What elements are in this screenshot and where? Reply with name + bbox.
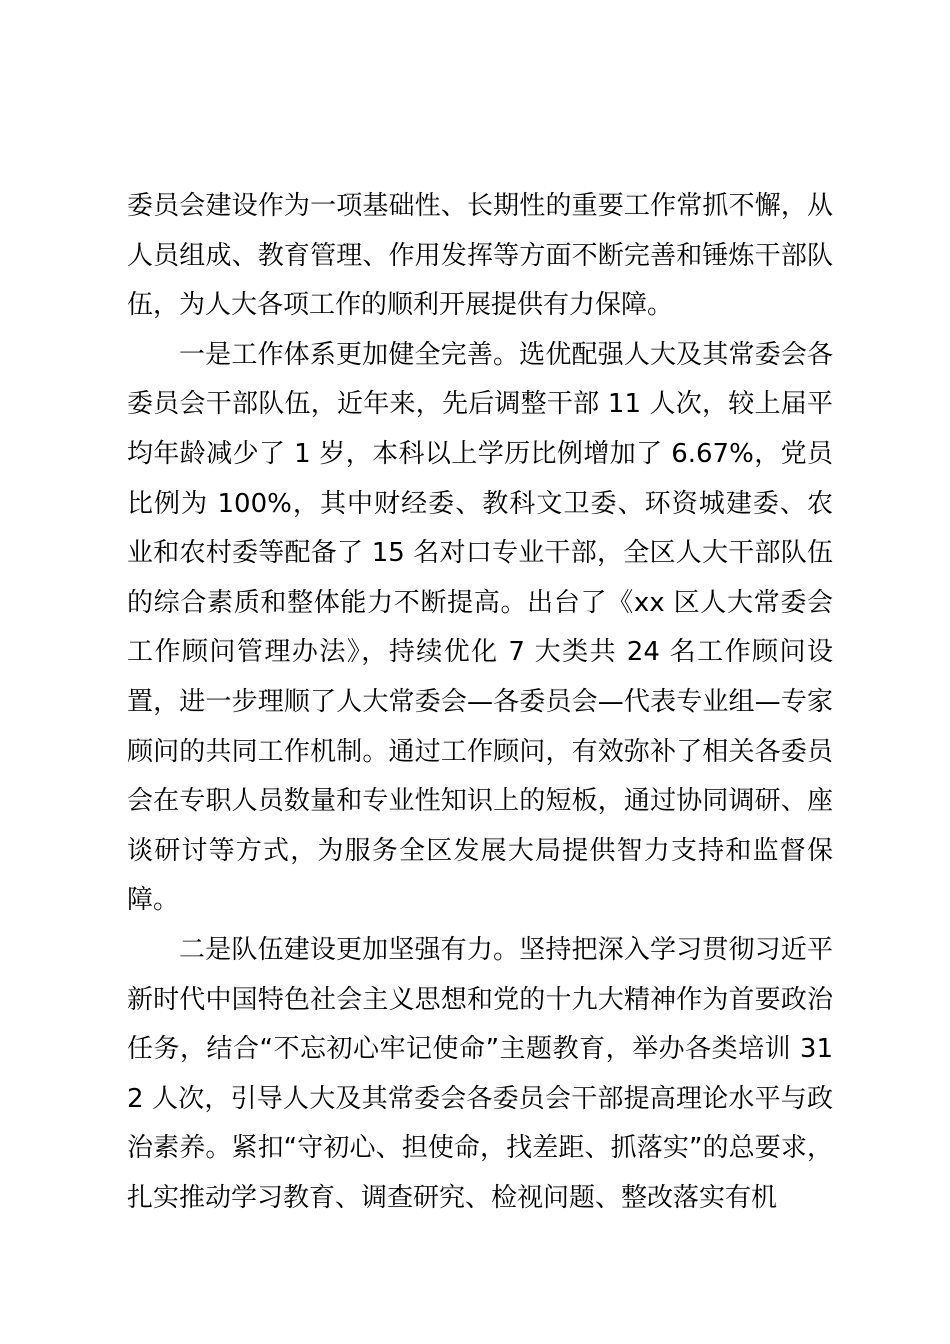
document-body bbox=[127, 182, 833, 1223]
paragraph-work-system: 一是工作体系更加健全完善。选优配强人大及其常委会各委员会干部队伍，近年来，先后调整干部 11 人次，较上届平均年龄减少了 1 岁，本科以上学历比例增加了 6.67%，党员比例为 100%，其中财经委、教科文卫委、环资城建委、农业和农村委等配备了 15 名对口专业干部，全区人大干部队伍的综合素质和整体能力不断提高。出台了《xx 区人大常委会工作顾问管理办法》，持续优化 7 大类共 24 名工作顾问设置，进一步理顺了人大常委会—各委员会—代表专业组—专家顾问的共同工作机制。通过工作顾问，有效弥补了相关各委员会在专职人员数量和专业性知识上的短板，通过协同调研、座谈研讨等方式，为服务全区发展大局提供智力支持和监督保障。 bbox=[127, 339, 833, 916]
paragraph-continuation: 委员会建设作为一项基础性、长期性的重要工作常抓不懈，从人员组成、教育管理、作用发挥等方面不断完善和锤炼干部队伍，为人大各项工作的顺利开展提供有力保障。 bbox=[127, 191, 833, 321]
paragraph-team-building: 二是队伍建设更加坚强有力。坚持把深入学习贯彻习近平新时代中国特色社会主义思想和党的十九大精神作为首要政治任务，结合“不忘初心牢记使命”主题教育，举办各类培训 312 人次，引导人大及其常委会各委员会干部提高理论水平与政治素养。紧扣“守初心、担使命，找差距、抓落实”的总要求，扎实推动学习教育、调查研究、检视问题、整改落实有机 bbox=[127, 934, 833, 1213]
